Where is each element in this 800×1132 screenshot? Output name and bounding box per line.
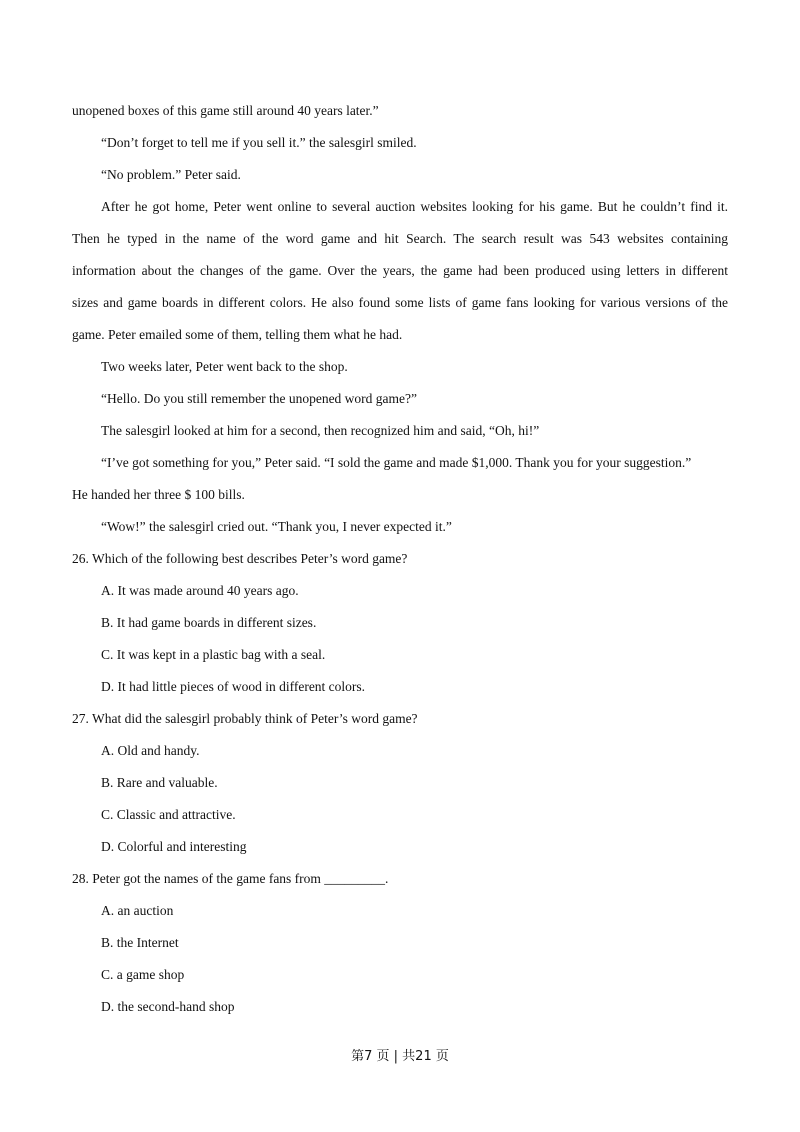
question-option: A. Old and handy. [101,743,200,758]
question-option: C. a game shop [101,967,185,982]
question-option: C. It was kept in a plastic bag with a seal. [101,647,326,662]
question-option: D. the second-hand shop [101,999,235,1014]
passage-line: “No problem.” Peter said. [101,167,241,182]
passage-line: sizes and game boards in different colors. He also found some lists of game fans looking for various versions of the [72,295,728,310]
question-option: A. It was made around 40 years ago. [101,583,299,598]
passage-line: “Wow!” the salesgirl cried out. “Thank you, I never expected it.” [101,519,452,534]
passage-line: After he got home, Peter went online to several auction websites looking for his game. But he couldn’t find it. [101,199,728,214]
passage-line: “Don’t forget to tell me if you sell it.” the salesgirl smiled. [101,135,417,150]
passage-line: “I’ve got something for you,” Peter said. “I sold the game and made $1,000. Thank you for your suggestion.” [101,455,692,470]
question-option: B. Rare and valuable. [101,775,218,790]
passage-line: He handed her three $ 100 bills. [72,487,245,502]
passage-line: unopened boxes of this game still around 40 years later.” [72,103,379,118]
passage-line: Then he typed in the name of the word game and hit Search. The search result was 543 websites containing [72,231,728,246]
page-content [72,100,728,1028]
question-stem: 26. Which of the following best describes Peter’s word game? [72,551,408,566]
question-option: B. the Internet [101,935,179,950]
question-stem: 27. What did the salesgirl probably think of Peter’s word game? [72,711,418,726]
question-option: B. It had game boards in different sizes. [101,615,317,630]
question-stem: 28. Peter got the names of the game fans from _________. [72,871,389,886]
passage-line: information about the changes of the game. Over the years, the game had been produced using letters in different [72,263,728,278]
page-number-footer: 第7 页 | 共21 页 [351,1049,449,1064]
question-option: A. an auction [101,903,174,918]
passage-line: “Hello. Do you still remember the unopened word game?” [101,391,418,406]
question-option: C. Classic and attractive. [101,807,236,822]
question-option: D. Colorful and interesting [101,839,247,854]
passage-line: The salesgirl looked at him for a second, then recognized him and said, “Oh, hi!” [101,423,540,438]
question-option: D. It had little pieces of wood in different colors. [101,679,366,694]
passage-line: game. Peter emailed some of them, telling them what he had. [72,327,403,342]
passage-line: Two weeks later, Peter went back to the shop. [101,359,348,374]
